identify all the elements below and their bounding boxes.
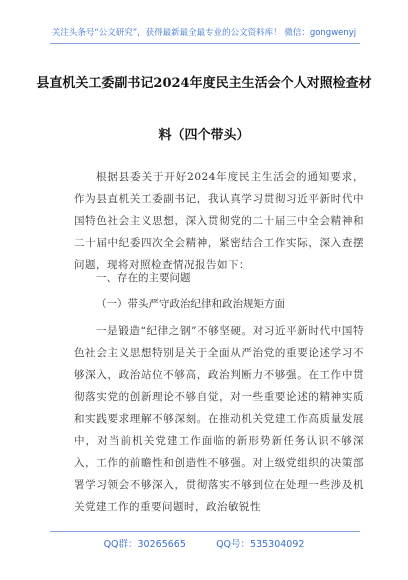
document-title-line2: 料（四个带头） [158, 128, 250, 143]
body-paragraph: 一是锻造“纪律之钢”不够坚硬。对习近平新时代中国特色社会主义思想特别是关于全面从严治党的重要论述学习不够深入，政治站位不够高，政治判断力不够强。在工作中贯彻落实党的创新理论不够自觉，对一些重要论述的精神实质和实践要求理解不够深刻。在推动机关党建工作高质量发展中，对当前机关党建工作面临的新形势新任务认识不够深入，工作的前瞻性和创造性不够强。对上级党组织的决策部署学习领会不够深入，贯彻落实不够到位在处理一些涉及机关党建工作的重要问题时，政治敏锐性 [74, 325, 364, 513]
subsection-heading: （一）带头严守政治纪律和政治规矩方面 [96, 298, 285, 310]
footer-contact: QQ群：30265665 QQ号：535304092 [103, 539, 305, 550]
header-notice: 关注头条号“公文研究”，获得最新最全最专业的公文资料库！ 微信：gongwenyj [51, 28, 357, 38]
header-divider [50, 43, 360, 44]
section-heading: 一、存在的主要问题 [96, 272, 191, 284]
footer-divider [50, 531, 360, 532]
intro-paragraph: 根据县委关于开好2024年度民主生活会的通知要求，作为县直机关工委副书记，我认真学习贯彻习近平新时代中国特色社会主义思想，深入贯彻党的二十届三中全会精神和二十届中纪委四次全会精神，紧密结合工作实际，深入查摆问题，现将对照检查情况报告如下： [74, 171, 364, 271]
document-title-line1: 县直机关工委副书记2024年度民主生活会个人对照检查材 [36, 76, 372, 91]
